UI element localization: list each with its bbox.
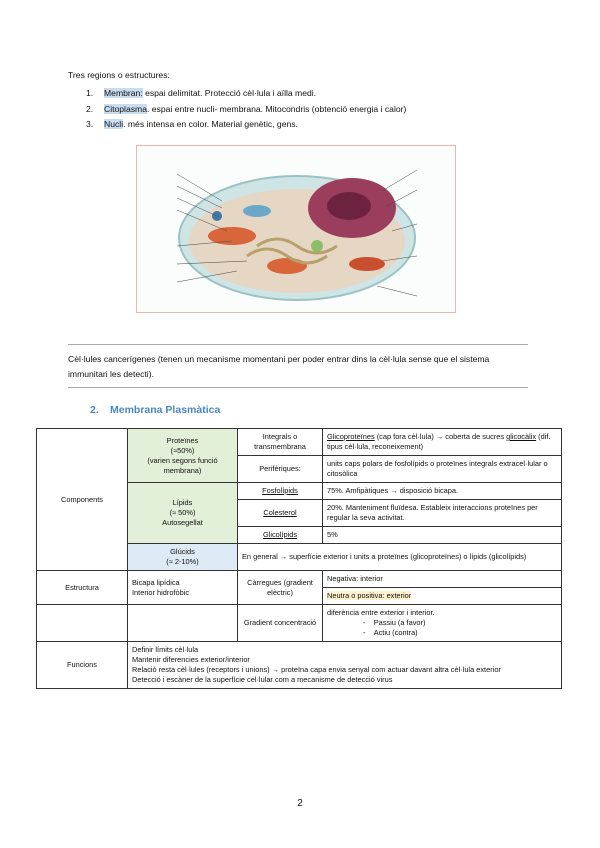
glicolipids-label: Glicolípids	[238, 527, 323, 544]
table-row	[37, 642, 562, 689]
term-membrana: Membran:	[104, 88, 143, 98]
list-item: 2. Citoplasma. espai entre nucli- membrana. Mitocondris (obtenció energia i calor)	[86, 103, 407, 114]
table-row	[37, 571, 562, 588]
funcions-cell: Funcions	[37, 642, 128, 689]
table-row	[37, 429, 562, 456]
section-heading: 2. Membrana Plasmàtica	[90, 404, 221, 416]
empty-cell	[128, 605, 238, 642]
fosfolipids-text: 75%. Amfipàtiques → disposició bicapa.	[323, 483, 562, 500]
estructura-cell: Estructura	[37, 571, 128, 605]
page-number: 2	[297, 798, 303, 809]
regions-list	[86, 86, 406, 133]
estructura-text: Bicapa lipídica Interior hidrofòbic	[128, 571, 238, 605]
colesterol-label: Colesterol	[238, 500, 323, 527]
divider-top	[68, 344, 528, 345]
note-text: Cèl·lules cancerígenes (tenen un mecanisme momentani per poder entrar dins la cèl·lula sense que el sistema immunitari les detecti).	[68, 354, 490, 379]
divider-bottom	[68, 387, 528, 388]
integrals-text: Glicoproteïnes (cap fora cèl·lula) → coberta de sucres glicocàlix (dif. tipus cèl·lula, reconeixement)	[323, 429, 562, 456]
cell-diagram-image	[136, 145, 456, 313]
term-nucli: Nucli	[104, 119, 124, 129]
periferiques-text: units caps polars de fosfolípids o proteïnes integrals extracel·lular o citosòlica	[323, 456, 562, 483]
gradient-label: Gradient concentració	[238, 605, 323, 642]
carregues-label: Càrregues (gradient elèctric)	[238, 571, 323, 605]
glucids-text: En general → superfície exterior i units a proteïnes (glicoproteïnes) o lípids (glicolípids)	[238, 544, 562, 571]
carregues-neutra: Neutra o positiva: exterior	[323, 588, 562, 605]
periferiques-label: Perifèriques:	[238, 456, 323, 483]
table-row	[37, 605, 562, 642]
proteines-cell: Proteïnes (≈50%) (varien segons funció membrana)	[128, 429, 238, 483]
integrals-label: Integrals o transmembrana	[238, 429, 323, 456]
term-citoplasma: Citoplasma	[104, 103, 147, 114]
carregues-negativa: Negativa: interior	[323, 571, 562, 588]
glicolipids-text: 5%	[323, 527, 562, 544]
glucids-cell: Glúcids (≈ 2-10%)	[128, 544, 238, 571]
lipids-cell: Lípids (≈ 50%) Autosegellat	[128, 483, 238, 544]
fosfolipids-label: Fosfolípids	[238, 483, 323, 500]
membrane-table	[36, 428, 562, 689]
components-cell: Components	[37, 429, 128, 571]
funcions-text: Definir límits cèl·lula Mantenir diferencies exterior/interior Relació resta cèl·lules (receptors i unions) → proteïna capa envia senyal com actuar davant altra cèl·lula exterior Detecció i escàner de la superfície cel·lular com a mecanisme de detecció virus	[128, 642, 562, 689]
list-item: 1. Membran: espai delimitat. Protecció cèl·lula i aïlla medi.	[86, 88, 317, 98]
empty-cell	[37, 605, 128, 642]
colesterol-text: 20%. Manteniment fluïdesa. Estableix interaccions proteïnes per regular la seva activitat.	[323, 500, 562, 527]
list-item: 3. Nucli. més intensa en color. Material genètic, gens.	[86, 119, 298, 129]
intro-text: Tres regions o estructures:	[68, 70, 170, 80]
gradient-text: diferència entre exterior i interior. - Passiu (a favor) - Actiu (contra)	[323, 605, 562, 642]
